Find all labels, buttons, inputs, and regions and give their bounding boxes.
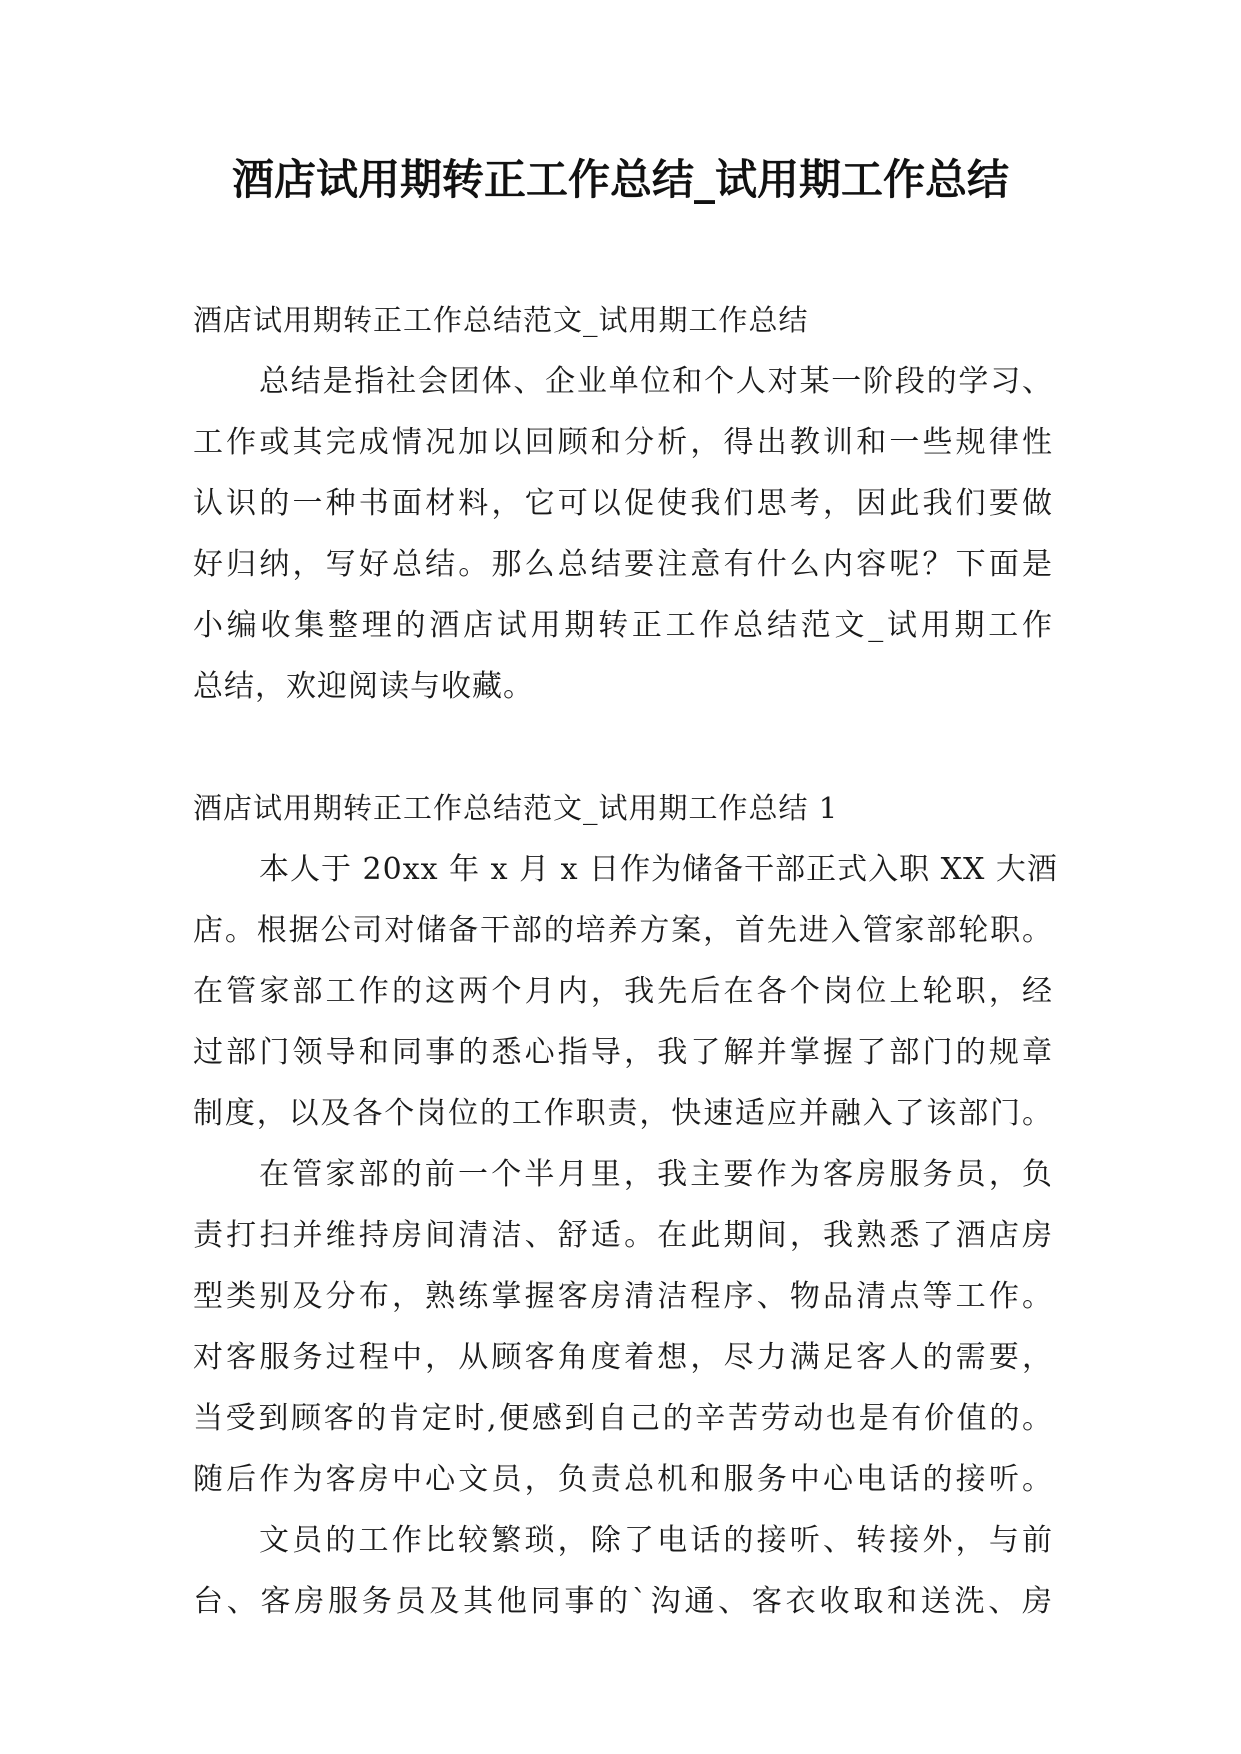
text-line: 在管家部工作的这两个月内，我先后在各个岗位上轮职，经 <box>193 974 1053 1009</box>
text-line: 好归纳，写好总结。那么总结要注意有什么内容呢？下面是 <box>193 547 1053 582</box>
text-line: 文员的工作比较繁琐，除了电话的接听、转接外，与前 <box>259 1523 1053 1558</box>
text-line: 总结是指社会团体、企业单位和个人对某一阶段的学习、 <box>259 364 1053 399</box>
text-line: 责打扫并维持房间清洁、舒适。在此期间，我熟悉了酒店房 <box>193 1218 1053 1253</box>
text-line: 当受到顾客的肯定时,便感到自己的辛苦劳动也是有价值的。 <box>193 1401 1053 1436</box>
section-heading: 酒店试用期转正工作总结范文_试用期工作总结 1 <box>193 791 839 825</box>
text-line: 过部门领导和同事的悉心指导，我了解并掌握了部门的规章 <box>193 1035 1053 1070</box>
document-subtitle: 酒店试用期转正工作总结范文_试用期工作总结 <box>193 303 809 337</box>
text-line: 对客服务过程中，从顾客角度着想，尽力满足客人的需要， <box>193 1340 1053 1375</box>
text-line: 在管家部的前一个半月里，我主要作为客房服务员，负 <box>259 1157 1053 1192</box>
text-line: 总结，欢迎阅读与收藏。 <box>193 669 534 704</box>
text-line: 随后作为客房中心文员，负责总机和服务中心电话的接听。 <box>193 1462 1053 1497</box>
text-line: 小编收集整理的酒店试用期转正工作总结范文_试用期工作 <box>193 608 1053 643</box>
paragraph-3 <box>193 1510 1053 1632</box>
text-line: 工作或其完成情况加以回顾和分析，得出教训和一些规律性 <box>193 425 1053 460</box>
spacer <box>193 717 1053 778</box>
paragraph-2 <box>193 1144 1053 1510</box>
document-body <box>193 290 1058 1632</box>
text-line: 型类别及分布，熟练掌握客房清洁程序、物品清点等工作。 <box>193 1279 1053 1314</box>
text-line: 店。根据公司对储备干部的培养方案，首先进入管家部轮职。 <box>193 913 1053 948</box>
paragraph-1 <box>193 839 1058 1144</box>
text-line: 本人于 20xx 年 x 月 x 日作为储备干部正式入职 XX 大酒 <box>259 852 1058 887</box>
text-line: 制度，以及各个岗位的工作职责，快速适应并融入了该部门。 <box>193 1096 1053 1131</box>
text-line: 认识的一种书面材料，它可以促使我们思考，因此我们要做 <box>193 486 1053 521</box>
intro-paragraph <box>193 351 1053 717</box>
document-title: 酒店试用期转正工作总结_试用期工作总结 <box>231 155 1009 204</box>
text-line: 台、客房服务员及其他同事的`沟通、客衣收取和送洗、房 <box>193 1584 1053 1619</box>
